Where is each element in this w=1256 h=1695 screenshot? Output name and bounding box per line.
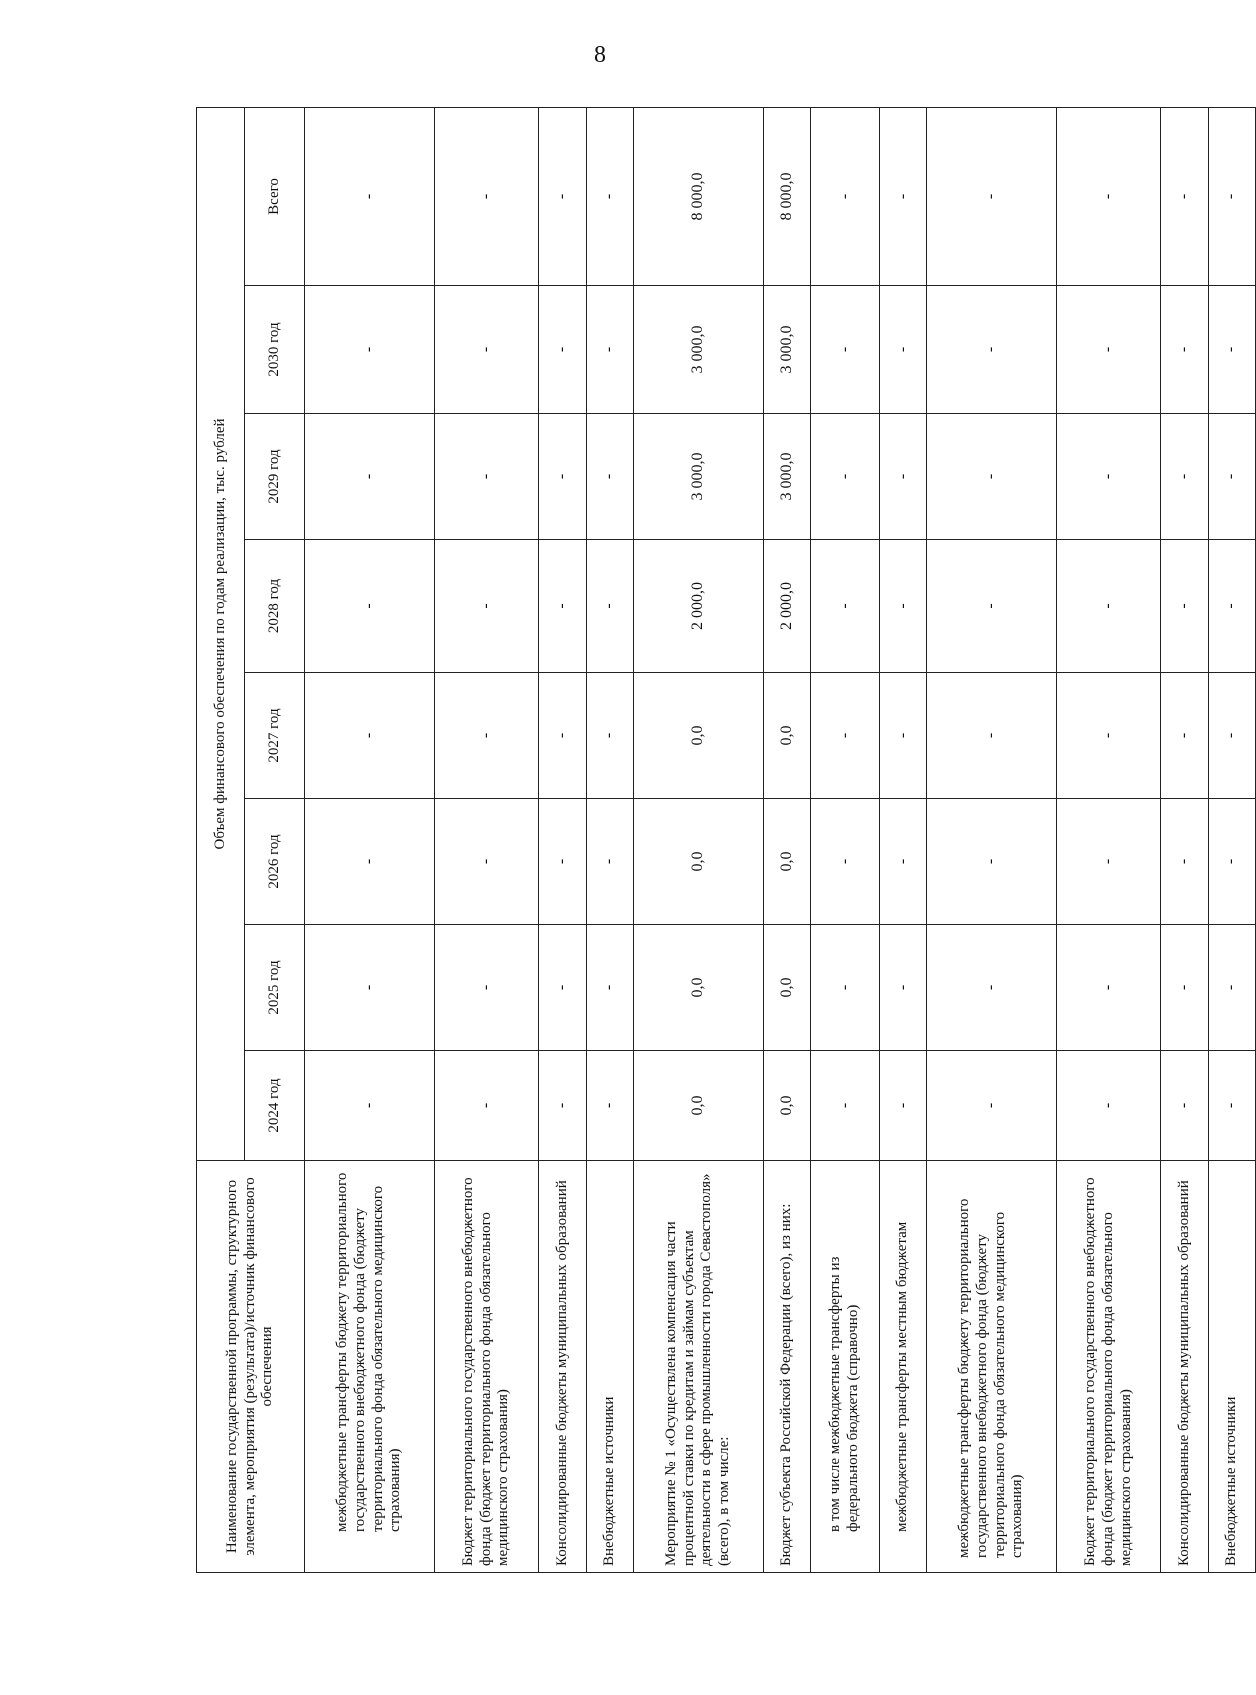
- cell-value: -: [1161, 540, 1208, 673]
- table-row: [633, 107, 763, 1572]
- cell-value: -: [1208, 799, 1255, 925]
- row-name: в том числе межбюджетные трансферты из федерального бюджета (справочно): [811, 1161, 880, 1573]
- cell-value: 0,0: [633, 673, 763, 799]
- row-name: Консолидированные бюджеты муниципальных образований: [1161, 1161, 1208, 1573]
- cell-value: -: [539, 925, 586, 1051]
- cell-value: 0,0: [633, 1051, 763, 1161]
- cell-value: -: [879, 673, 926, 799]
- financing-table: [196, 107, 1256, 1573]
- cell-total: -: [586, 107, 633, 285]
- cell-total: -: [927, 107, 1057, 285]
- table-row: [1161, 107, 1208, 1572]
- row-name: Бюджет субъекта Российской Федерации (всего), из них:: [763, 1161, 810, 1573]
- cell-value: -: [435, 414, 539, 540]
- table-row: [1208, 107, 1255, 1572]
- total-header: Всего: [245, 107, 305, 285]
- cell-value: -: [927, 799, 1057, 925]
- cell-value: 3 000,0: [633, 414, 763, 540]
- table-body: [305, 107, 1256, 1572]
- year-header-2030: 2030 год: [245, 286, 305, 414]
- cell-value: -: [586, 673, 633, 799]
- cell-value: -: [539, 673, 586, 799]
- cell-value: -: [811, 540, 880, 673]
- cell-value: -: [811, 925, 880, 1051]
- cell-value: -: [435, 540, 539, 673]
- cell-value: -: [927, 286, 1057, 414]
- year-header-2024: 2024 год: [245, 1051, 305, 1161]
- cell-value: -: [1161, 414, 1208, 540]
- cell-value: -: [305, 540, 435, 673]
- row-name: Мероприятие № 1 «Осуществлена компенсация части процентной ставки по кредитам и займам субъектам деятельности в сфере промышленности города Севастополя» (всего), в том числе:: [633, 1161, 763, 1573]
- table-row: [435, 107, 539, 1572]
- cell-total: 8 000,0: [763, 107, 810, 285]
- table-row: [1057, 107, 1161, 1572]
- cell-value: -: [927, 414, 1057, 540]
- table-row: [763, 107, 810, 1572]
- row-name: Внебюджетные источники: [1208, 1161, 1255, 1573]
- cell-value: -: [539, 414, 586, 540]
- cell-value: -: [1057, 414, 1161, 540]
- cell-value: -: [811, 414, 880, 540]
- cell-total: -: [539, 107, 586, 285]
- cell-value: -: [1208, 925, 1255, 1051]
- cell-value: -: [811, 1051, 880, 1161]
- cell-value: -: [1161, 286, 1208, 414]
- cell-value: -: [1057, 540, 1161, 673]
- cell-value: -: [435, 673, 539, 799]
- rotated-table-area: [196, 108, 1256, 1573]
- cell-value: 3 000,0: [763, 286, 810, 414]
- cell-value: -: [305, 799, 435, 925]
- cell-value: -: [927, 925, 1057, 1051]
- cell-value: 3 000,0: [633, 286, 763, 414]
- year-header-2026: 2026 год: [245, 799, 305, 925]
- cell-value: -: [539, 286, 586, 414]
- cell-value: -: [586, 925, 633, 1051]
- cell-value: -: [811, 673, 880, 799]
- cell-value: 0,0: [763, 673, 810, 799]
- cell-value: -: [811, 286, 880, 414]
- rotated-table-container: [196, 108, 1256, 1573]
- cell-value: -: [305, 1051, 435, 1161]
- cell-value: 0,0: [633, 799, 763, 925]
- cell-value: 2 000,0: [763, 540, 810, 673]
- table-row: [927, 107, 1057, 1572]
- row-name: Бюджет территориального государственного внебюджетного фонда (бюджет территориального фонда обязательного медицинского страхования): [435, 1161, 539, 1573]
- year-header-2029: 2029 год: [245, 414, 305, 540]
- row-name: межбюджетные трансферты бюджету территориального государственного внебюджетного фонда (бюджету территориального фонда обязательного медицинского страхования): [927, 1161, 1057, 1573]
- row-name: Бюджет территориального государственного внебюджетного фонда (бюджет территориального фонда обязательного медицинского страхования): [1057, 1161, 1161, 1573]
- row-name: Консолидированные бюджеты муниципальных образований: [539, 1161, 586, 1573]
- cell-value: -: [305, 286, 435, 414]
- name-column-header: Наименование государственной программы, структурного элемента, мероприятия (результата)/источник финансового обеспечения: [197, 1161, 305, 1573]
- cell-value: -: [879, 925, 926, 1051]
- cell-value: -: [1057, 799, 1161, 925]
- cell-value: -: [1161, 799, 1208, 925]
- cell-total: -: [305, 107, 435, 285]
- cell-value: -: [539, 540, 586, 673]
- cell-value: -: [586, 414, 633, 540]
- cell-value: -: [879, 1051, 926, 1161]
- cell-value: -: [1208, 414, 1255, 540]
- cell-value: 0,0: [763, 799, 810, 925]
- cell-value: -: [435, 1051, 539, 1161]
- cell-total: -: [811, 107, 880, 285]
- cell-value: -: [1208, 286, 1255, 414]
- year-header-2028: 2028 год: [245, 540, 305, 673]
- cell-value: -: [1208, 540, 1255, 673]
- cell-total: -: [1161, 107, 1208, 285]
- cell-value: -: [1057, 1051, 1161, 1161]
- cell-value: 2 000,0: [633, 540, 763, 673]
- cell-total: -: [1057, 107, 1161, 285]
- cell-value: -: [1057, 286, 1161, 414]
- cell-value: -: [927, 540, 1057, 673]
- cell-value: -: [586, 799, 633, 925]
- cell-total: 8 000,0: [633, 107, 763, 285]
- cell-value: -: [879, 540, 926, 673]
- cell-total: -: [435, 107, 539, 285]
- page-number: 8: [594, 42, 606, 68]
- cell-value: -: [1161, 1051, 1208, 1161]
- cell-value: -: [539, 799, 586, 925]
- cell-value: -: [879, 286, 926, 414]
- cell-value: -: [1057, 673, 1161, 799]
- cell-value: -: [927, 673, 1057, 799]
- cell-value: -: [1161, 925, 1208, 1051]
- row-name: Внебюджетные источники: [586, 1161, 633, 1573]
- cell-value: -: [305, 673, 435, 799]
- cell-value: -: [811, 799, 880, 925]
- financing-group-header: Объем финансового обеспечения по годам реализации, тыс. рублей: [197, 107, 245, 1160]
- cell-value: -: [586, 1051, 633, 1161]
- cell-value: 3 000,0: [763, 414, 810, 540]
- row-name: межбюджетные трансферты местным бюджетам: [879, 1161, 926, 1573]
- cell-total: -: [879, 107, 926, 285]
- table-row: [586, 107, 633, 1572]
- table-row: [811, 107, 880, 1572]
- cell-value: -: [1161, 673, 1208, 799]
- cell-value: -: [305, 925, 435, 1051]
- year-header-2025: 2025 год: [245, 925, 305, 1051]
- cell-value: -: [1057, 925, 1161, 1051]
- year-header-2027: 2027 год: [245, 673, 305, 799]
- cell-value: -: [879, 414, 926, 540]
- cell-value: 0,0: [763, 925, 810, 1051]
- cell-value: -: [586, 286, 633, 414]
- cell-value: -: [435, 286, 539, 414]
- cell-value: -: [305, 414, 435, 540]
- cell-total: -: [1208, 107, 1255, 285]
- cell-value: -: [435, 799, 539, 925]
- cell-value: -: [1208, 673, 1255, 799]
- cell-value: -: [927, 1051, 1057, 1161]
- cell-value: 0,0: [633, 925, 763, 1051]
- cell-value: -: [435, 925, 539, 1051]
- cell-value: -: [539, 1051, 586, 1161]
- table-row: [879, 107, 926, 1572]
- cell-value: 0,0: [763, 1051, 810, 1161]
- cell-value: -: [1208, 1051, 1255, 1161]
- table-row: [539, 107, 586, 1572]
- cell-value: -: [586, 540, 633, 673]
- table-row: [305, 107, 435, 1572]
- row-name: межбюджетные трансферты бюджету территориального государственного внебюджетного фонда (бюджету территориального фонда обязательного медицинского страхования): [305, 1161, 435, 1573]
- cell-value: -: [879, 799, 926, 925]
